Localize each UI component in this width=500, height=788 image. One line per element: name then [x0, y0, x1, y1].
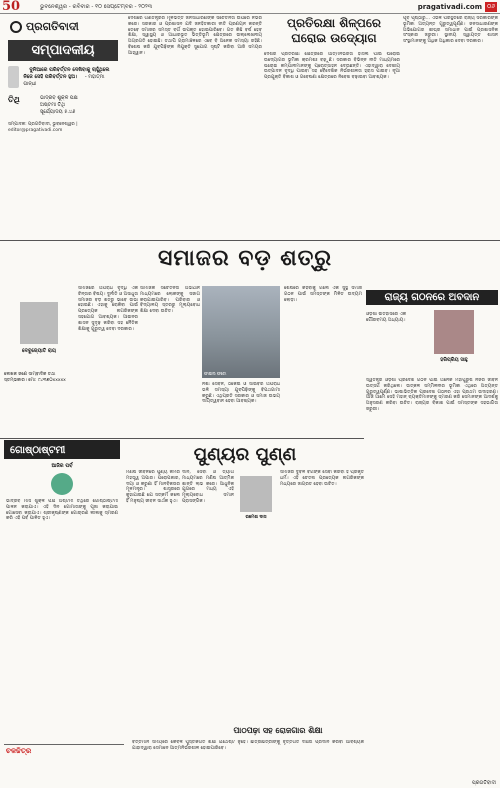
- author-photo: [434, 310, 474, 354]
- main-col: ସାମାଜିକ ସଚେତନତା ଅଭିଯାନ ମାଧ୍ୟମରେ ଲୋକଙ୍କୁ ସଜାଗ କରାଯାଇପାରିବ। ପରିବାର ଓ ବିଦ୍ୟାଳୟ ସ୍ତରରୁ ମୂଲ୍ୟବୋଧ ଶିକ୍ଷା ଦେବା ଉଚିତ।: [140, 286, 200, 315]
- brand-name: ପ୍ରଗତିବାଦୀ: [26, 20, 79, 33]
- punya-col: ମଣିଷ ଜୀବନରେ ପୁଣ୍ୟ କର୍ମର ମହତ୍ତ୍ୱ ଅପାର। ପରୋପକାର, ଦୟା ଓ କରୁଣା ହିଁ ମାନବିକତାର ମୂଳମନ୍ତ୍ର। ଶାସ୍ତ୍ରରେ କୁହାଯାଇଛି ଯେ ସତ୍କର୍ମ କଲେ ହିଁ ମନୁଷ୍ୟ ଜୀବନ ସାର୍ଥକ ହୁଏ।: [126, 470, 180, 504]
- photo-caption: ଫାଇଲ ଫଟୋ: [204, 371, 227, 376]
- quote-block: [8, 65, 118, 89]
- main-headline: ସମାଜର ବଡ଼ ଶତ୍ରୁ: [157, 246, 333, 271]
- right-headline: ରାଜ୍ୟ ଗଠନରେ ଅବଦାନ: [366, 290, 498, 305]
- bottom-article-text: ବର୍ତ୍ତମାନ ସମୟରେ କେବଳ ପୁସ୍ତକଗତ ଶିକ୍ଷା ଯଥେଷ୍ଟ ନୁହେଁ। ଛାତ୍ରଛାତ୍ରୀଙ୍କୁ ବୃତ୍ତିଗତ ଦକ୍ଷତା ପ୍ରଦାନ କରିବା ଆବଶ୍ୟକ ଯାହାଦ୍ୱାରା ସେମାନେ ଆତ୍ମନିର୍ଭରଶୀଳ ହୋଇପାରିବେ।: [132, 740, 364, 751]
- author-photo: [240, 476, 272, 512]
- quote-author: - ମହାତ୍ମା ଗାନ୍ଧୀ: [23, 74, 105, 87]
- right-lead: ଓଡ଼ିଶା ଇତିହାସରେ ଏକ ଗୌରବମୟ ଅଧ୍ୟାୟ।: [366, 312, 407, 323]
- festival-subtitle: ଆଜିର ପର୍ବ: [51, 463, 73, 469]
- gandhi-portrait: [8, 66, 19, 88]
- main-col: ଶେଷରେ କହିବାକୁ ଗଲେ ଏକ ସୁସ୍ଥ ସମାଜ ଗଠନ ପାଇଁ ସମସ୍ତଙ୍କ ମିଳିତ ଉଦ୍ୟମ ଲୋଡ଼ା।: [284, 286, 362, 303]
- footer-brand: ପ୍ରଗତିବାଦୀ: [471, 780, 496, 786]
- anniversary-logo: 50: [2, 0, 21, 14]
- site-url[interactable]: pragativadi.com: [417, 3, 482, 11]
- editorial-text: ଦେଶରେ ଗଣତନ୍ତ୍ରର ମୂଳଭିତ୍ତି ଜନସାଧାରଣଙ୍କ ସଚେତନତା ଉପରେ ନିର୍ଭର କରେ। ସରକାର ଓ ପ୍ରଶାସନ ଯଦି ଜନହିତକାରୀ ନୀତି ପ୍ରଣୟନ କରନ୍ତି ତେବେ ସମାଜର ସମସ୍ତ ବର୍ଗ ଉପକୃତ ହୋଇପାରିବେ। ଗତ କିଛି ବର୍ଷ ହେବ ଶିକ୍ଷା, ସ୍ୱାସ୍ଥ୍ୟ ଓ ଆଧାରଭୂତ ଭିତ୍ତିଭୂମି କ୍ଷେତ୍ରରେ ଉଲ୍ଲେଖନୀୟ ଅଗ୍ରଗତି ହୋଇଛି। ତଥାପି ଗ୍ରାମାଞ୍ଚଳରେ ଏବେ ବି ଅନେକ ସମସ୍ୟା ରହିଛି। ବିଶେଷ କରି ଯୁବପିଢ଼ିଙ୍କ ନିଯୁକ୍ତି ସୁଯୋଗ ସୃଷ୍ଟି କରିବା ଆଜି ସମୟର ଆହ୍ୱାନ।: [128, 16, 262, 56]
- author-photo: [20, 302, 58, 344]
- article-photo: [202, 286, 280, 378]
- bottom-headline: ପାଠପଢ଼ା ସହ ରୋଜଗାର ଶିକ୍ଷା: [233, 726, 323, 735]
- festival-box: [4, 440, 120, 740]
- punya-col: ସମାଜର ଦୁର୍ବଳ ବର୍ଗଙ୍କ ସେବା କରିବା ହିଁ ପ୍ରକୃତ ଧର୍ମ। ଏହି ଚେତନା ପ୍ରତ୍ୟେକ ନାଗରିକଙ୍କ ମଧ୍ୟରେ ଜାଗ୍ରତ ହେବା ଉଚିତ।: [280, 470, 364, 487]
- main-author-block: [4, 302, 74, 366]
- tithi-label: ତିଥି: [8, 95, 20, 104]
- far-right-text: ପୂର୍ବ ପୃଷ୍ଠାରୁ... ଏଭଳି ପରିସ୍ଥିତିରେ ରାଜ୍ୟ ସରକାରଙ୍କ ଭୂମିକା ଅତ୍ୟନ୍ତ ଗୁରୁତ୍ୱପୂର୍ଣ୍ଣ। ଜନସାଧାରଣଙ୍କ ଅଭିଯୋଗର ଶୀଘ୍ର ସମାଧାନ ପାଇଁ ପ୍ରଶାସନିକ ସଂସ୍କାର ଜରୁରୀ। ସ୍ଥାନୀୟ ସ୍ୱାୟତ୍ତ ଶାସନ ସଂସ୍ଥାମାନଙ୍କୁ ଅଧିକ ଅଧିକାର ଦେବା ଦରକାର।: [403, 16, 498, 45]
- page-header: [0, 0, 500, 14]
- editor-address: ସମ୍ପାଦକ: ପ୍ରଗତିବାଦୀ, ଭୁବନେଶ୍ୱର | editor@pragativadi.com: [8, 122, 78, 133]
- sidebar-label: ଚଳଚ୍ଚିତ୍ର: [6, 747, 32, 755]
- masthead-column: [2, 16, 124, 236]
- center-headline-box: [270, 16, 398, 46]
- festival-title: ଗୋଷ୍ଠାଷ୍ଟମୀ: [4, 442, 120, 459]
- festival-text: ଭାଦ୍ରବ ମାସ ଶୁକ୍ଳ ପକ୍ଷ ଅଷ୍ଟମୀ ତିଥିରେ ଗୋଷ୍ଠାଷ୍ଟମୀ ପାଳନ କରାଯାଏ। ଏହି ଦିନ ଗୋମାତାଙ୍କୁ ପୂଜା କରାଯାଇ ଗୋସେବା କରାଯାଏ। ଶ୍ରୀକୃଷ୍ଣଙ୍କ ଗୋଚାରଣ ଲୀଳାକୁ ସ୍ମରଣ କରି ଏହି ପର୍ବ ପାଳିତ ହୁଏ।: [6, 499, 118, 522]
- main-col: ସମାଜରେ ଅପରାଧ ବୃଦ୍ଧି ଏକ ଚିନ୍ତାର ବିଷୟ। ଦୁର୍ନୀତି ଓ ଅସାଧୁତା ସମାଜର ବଡ଼ ଶତ୍ରୁ ଭାବେ ଉଭା ହୋଇଛି। ଏହାକୁ ରୋକିବା ପାଇଁ ପ୍ରତ୍ୟେକ ନାଗରିକଙ୍କ ସହଯୋଗ ଆବଶ୍ୟକ। ଆଇନର ଶାସନ ସୁଦୃଢ଼ କରିବା ସହ ନୈତିକ ଶିକ୍ଷାକୁ ଗୁରୁତ୍ୱ ଦେବା ଦରକାର।: [78, 286, 138, 332]
- tithi-line: ଭାଦ୍ରବ ଶୁକ୍ଳ ପକ୍ଷ: [40, 95, 78, 101]
- author-name: ରମେଶ ଦାସ: [245, 515, 267, 520]
- tithi-line: ସୂର୍ଯ୍ୟୋଦୟ ୫.୪୬: [40, 109, 76, 115]
- quote-text: ଦୁନିଆରେ ପରିବର୍ତ୍ତନ ଦେଖିବାକୁ ଚାହୁଁଥିଲେ ନିଜେ ସେହି ପରିବର୍ତ୍ତନ ହୁଅ।: [23, 67, 110, 80]
- center-headline: ପ୍ରତିରକ୍ଷା ଶିଳ୍ପରେ ଘରୋଇ ଉଦ୍ୟୋଗ: [286, 16, 381, 45]
- pen-nib-icon: [10, 21, 22, 33]
- vertical-sidebar: [4, 744, 124, 784]
- main-col: ନିଶା ସେବନ, ଠକେଇ ଓ ସାଇବର ଅପରାଧ ଭଳି ସମସ୍ୟା ଯୁବପିଢ଼ିଙ୍କୁ ବିପଥଗାମୀ କରୁଛି। ଏଥିପ୍ରତି ସରକାର ଓ ସମାଜ ଉଭୟ ଦାୟିତ୍ୱବାନ ହେବା ଆବଶ୍ୟକ।: [202, 382, 280, 405]
- tithi-box: [8, 95, 118, 116]
- right-article-text: ସ୍ୱତନ୍ତ୍ର ଓଡ଼ିଶା ପ୍ରଦେଶ ଗଠନ ପାଇଁ ଅନେକ ମହାପୁରୁଷ ନିଜର ଜୀବନ ଉତ୍ସର୍ଗ କରିଥିଲେ। ଉତ୍କଳ ସମ୍ମିଳନୀର ଭୂମିକା ଏଥିରେ ଅତ୍ୟନ୍ତ ଗୁରୁତ୍ୱପୂର୍ଣ୍ଣ। ଭାଷାଭିତ୍ତିକ ପ୍ରଦେଶ ଗଠନର ଏହା ପ୍ରଥମ ଉଦାହରଣ। ଆଜି ଆମେ ସେହି ମହାନ୍ ବ୍ୟକ୍ତିମାନଙ୍କୁ ସ୍ମରଣ କରି ସେମାନଙ୍କ ଆଦର୍ଶକୁ ଅନୁସରଣ କରିବା ଉଚିତ। ରାଜ୍ୟର ବିକାଶ ପାଇଁ ସମସ୍ତଙ୍କ ସହଭାଗିତା ଜରୁରୀ।: [366, 378, 498, 412]
- author-name: ଦେବୁଜ୍ୟୋତି ରାୟ: [22, 348, 56, 354]
- page-number: ୦୬: [486, 3, 496, 10]
- author-info: ଲେଖକ ଜଣେ ସାମ୍ବାଦିକ ତଥା ସ୍ତମ୍ଭକାର। ମୋ: ୯୪୩୭୦xxxxx: [4, 372, 66, 383]
- section-title: ସମ୍ପାଦକୀୟ: [8, 40, 118, 61]
- divider: [0, 240, 500, 241]
- punya-headline: ପୁଣ୍ୟର ପୁଣ୍ଣ: [193, 444, 297, 465]
- tithi-line: ଅଷ୍ଟମୀ ତିଥି: [40, 102, 65, 108]
- punya-col: ଦାନ, ସେବା ଓ ତ୍ୟାଗ ମାଧ୍ୟମରେ ମଣିଷ ଆତ୍ମିକ ଶାନ୍ତି ଲାଭ କରେ। ଆଧୁନିକ ଯୁଗରେ ମଧ୍ୟ ଏହି ମୂଲ୍ୟବୋଧ ସମାନ ପ୍ରାସଙ୍ଗିକ।: [182, 470, 234, 504]
- center-article-text: ଦେଶର ପ୍ରତିରକ୍ଷା କ୍ଷେତ୍ରରେ ଆତ୍ମନିର୍ଭରତା ହାସଲ ପାଇଁ ଘରୋଇ ଉଦ୍ୟୋଗର ଭୂମିକା କ୍ରମଶଃ ବଢ଼ୁଛି। ସରକାର ବିଭିନ୍ନ ନୀତି ମାଧ୍ୟମରେ ଘରୋଇ କମ୍ପାନୀମାନଙ୍କୁ ପ୍ରୋତ୍ସାହନ ଦେଉଛନ୍ତି। ଏହାଦ୍ୱାରା ଦେଶୀୟ ଉତ୍ପାଦନ ବୃଦ୍ଧି ପାଇବା ସହ ବୈଦେଶିକ ନିର୍ଭରଶୀଳତା ହ୍ରାସ ପାଇବ। ନୂଆ ପ୍ରଯୁକ୍ତି ବିକାଶ ଓ ଗବେଷଣା କ୍ଷେତ୍ରରେ ନିବେଶ ବଢ଼ାଇବା ଆବଶ୍ୟକ।: [264, 52, 400, 81]
- date-line: ଭୁବନେଶ୍ୱର - ରବିବାର - ୧୦ ସେପ୍ଟେମ୍ବର - ୨୦୨୩: [40, 4, 153, 10]
- punya-author-block: [236, 476, 276, 526]
- divider: [0, 438, 364, 439]
- right-author-block: [410, 310, 498, 374]
- brand: [10, 20, 124, 34]
- author-name: ହରିପ୍ରିୟ ସାହୁ: [440, 357, 468, 363]
- lotus-icon: [51, 473, 73, 495]
